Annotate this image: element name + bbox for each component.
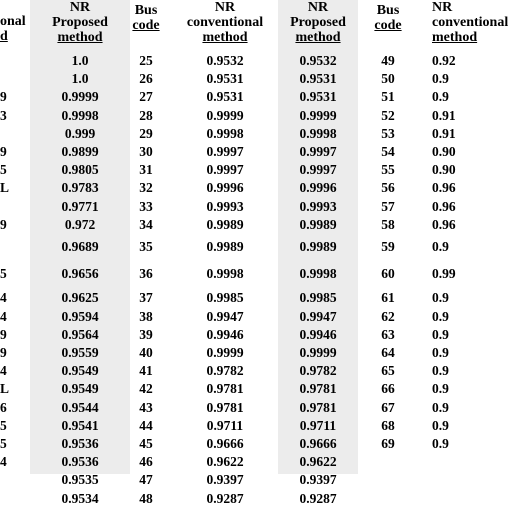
conventional-mid-cell: 0.9985 <box>206 290 244 305</box>
cells <box>432 0 508 474</box>
conventional-mid-cell: 0.9781 <box>206 400 244 415</box>
proposed-mid-cell: 0.9996 <box>299 180 337 195</box>
bus-code-right-cell: 68 <box>381 418 395 433</box>
proposed-mid-cell: 0.9999 <box>299 108 337 123</box>
proposed-mid-cell: 0.9531 <box>299 89 337 104</box>
bus-code-right-cell: 52 <box>381 108 395 123</box>
bus-code-right-cell: 54 <box>381 144 395 159</box>
conventional-right-cell: 0.9 <box>432 400 449 415</box>
bus-code-mid-cell: 44 <box>139 418 153 433</box>
proposed-mid-cell: 0.9287 <box>299 491 337 506</box>
proposed-mid-cell: 0.9532 <box>299 53 337 68</box>
header-text: NR <box>69 0 91 15</box>
proposed-mid-cell: 0.9989 <box>299 217 337 232</box>
proposed-left-cell: 0.9541 <box>61 418 99 433</box>
proposed-left-cell: 0.9549 <box>61 381 99 396</box>
bus-code-right-cell: 56 <box>381 180 395 195</box>
bus-code-mid-cell: 45 <box>139 436 153 451</box>
bus-code-mid-cell: 25 <box>139 53 153 68</box>
header-text: Proposed <box>52 15 108 30</box>
proposed-left-cell: 0.9999 <box>61 89 99 104</box>
header-conventional-mid <box>172 0 278 50</box>
header-bus-mid <box>130 0 162 50</box>
conventional-mid-cell: 0.9998 <box>206 266 244 281</box>
header-text: method <box>57 30 103 45</box>
proposed-left-cell: 0.972 <box>64 217 96 232</box>
bus-code-right-cell: 66 <box>381 381 395 396</box>
header-proposed-left <box>30 0 130 50</box>
conventional-left-cell: 5 <box>0 266 7 281</box>
conventional-right-cell: 0.91 <box>432 126 456 141</box>
conventional-right-cell: 0.9 <box>432 71 449 86</box>
proposed-mid-cell: 0.9711 <box>299 418 337 433</box>
bus-code-mid-cell: 35 <box>139 239 153 254</box>
conventional-left-cell: 9 <box>0 327 7 342</box>
bus-code-right-cell: 60 <box>381 266 395 281</box>
conventional-left-cell: 6 <box>0 400 7 415</box>
conventional-left-cell: 4 <box>0 454 7 469</box>
bus-code-right-cell: 50 <box>381 71 395 86</box>
conventional-right-cell: 0.90 <box>432 144 456 159</box>
conventional-right-cell: 0.9 <box>432 327 449 342</box>
conventional-left-cell: 3 <box>0 108 7 123</box>
header-text: method <box>202 30 248 45</box>
header-text: NR <box>432 0 453 15</box>
proposed-mid-cell: 0.9985 <box>299 290 337 305</box>
conventional-left-cell: 9 <box>0 345 7 360</box>
header-proposed-mid <box>278 0 358 50</box>
header-text: Bus <box>376 3 400 18</box>
bus-code-mid-cell: 42 <box>139 381 153 396</box>
col-bus-right <box>372 0 404 474</box>
bus-code-mid-cell: 27 <box>139 89 153 104</box>
proposed-mid-cell: 0.9997 <box>299 162 337 177</box>
header-text: method <box>432 30 478 45</box>
conventional-right-cell: 0.9 <box>432 309 449 324</box>
proposed-left-cell: 0.9559 <box>61 345 99 360</box>
conventional-left-cell <box>0 198 30 216</box>
header-text: NR <box>214 0 236 15</box>
bus-code-mid-cell: 46 <box>139 454 153 469</box>
conventional-mid-cell: 0.9397 <box>206 472 244 487</box>
bus-code-mid-cell: 38 <box>139 309 153 324</box>
conventional-mid-cell: 0.9781 <box>206 381 244 396</box>
proposed-mid-cell: 0.9993 <box>299 199 337 214</box>
proposed-left-cell: 0.9536 <box>61 436 99 451</box>
proposed-mid-cell: 0.9531 <box>299 71 337 86</box>
bus-code-mid-cell: 26 <box>139 71 153 86</box>
header-text: onal <box>0 14 26 29</box>
bus-code-mid-cell: 43 <box>139 400 153 415</box>
bus-code-right-cell: 64 <box>381 345 395 360</box>
conventional-left-cell: L <box>0 381 10 396</box>
proposed-left-cell: 0.999 <box>64 126 96 141</box>
proposed-mid-cell: 0.9997 <box>299 144 337 159</box>
bus-code-mid-cell: 30 <box>139 144 153 159</box>
proposed-left-cell: 0.9535 <box>61 472 99 487</box>
bus-code-mid-cell: 29 <box>139 126 153 141</box>
bus-code-right-cell: 55 <box>381 162 395 177</box>
bus-code-right-cell: 62 <box>381 309 395 324</box>
conventional-left-cell <box>0 125 30 143</box>
conventional-left-cell: 9 <box>0 89 7 104</box>
header-text: NR <box>307 0 329 15</box>
conventional-mid-cell: 0.9622 <box>206 454 244 469</box>
conventional-mid-cell: 0.9999 <box>206 345 244 360</box>
proposed-mid-cell: 0.9998 <box>299 126 337 141</box>
proposed-mid-cell: 0.9947 <box>299 309 337 324</box>
conventional-right-cell: 0.9 <box>432 290 449 305</box>
bus-code-mid-cell: 33 <box>139 199 153 214</box>
header-bus-right <box>372 0 404 50</box>
conventional-mid-cell: 0.9989 <box>206 217 244 232</box>
bus-code-right-cell: 57 <box>381 199 395 214</box>
proposed-left-cell: 1.0 <box>71 71 89 86</box>
conventional-left-cell: 4 <box>0 290 7 305</box>
header-text: method <box>295 30 341 45</box>
bus-code-right-cell: 61 <box>381 290 395 305</box>
bus-code-right-cell: 53 <box>381 126 395 141</box>
conventional-mid-cell: 0.9998 <box>206 126 244 141</box>
conventional-mid-cell: 0.9531 <box>206 71 244 86</box>
conventional-right-cell: 0.9 <box>432 89 449 104</box>
proposed-mid-cell: 0.9782 <box>299 363 337 378</box>
proposed-mid-cell: 0.9998 <box>299 266 337 281</box>
conventional-left-cell: 4 <box>0 309 7 324</box>
conventional-right-cell: 0.9 <box>432 363 449 378</box>
header-conventional-left <box>0 0 30 50</box>
proposed-left-cell: 0.9549 <box>61 363 99 378</box>
proposed-left-cell: 0.9544 <box>61 400 99 415</box>
conventional-right-cell: 0.9 <box>432 418 449 433</box>
conventional-mid-cell: 0.9996 <box>206 180 244 195</box>
proposed-mid-cell: 0.9781 <box>299 400 337 415</box>
conventional-mid-cell: 0.9999 <box>206 108 244 123</box>
conventional-right-cell: 0.9 <box>432 345 449 360</box>
bus-code-mid-cell: 48 <box>139 491 153 506</box>
bus-code-right-cell: 67 <box>381 400 395 415</box>
proposed-mid-cell: 0.9666 <box>299 436 337 451</box>
bus-code-right-cell: 59 <box>381 239 395 254</box>
proposed-mid-cell: 0.9781 <box>299 381 337 396</box>
conventional-right-cell: 0.90 <box>432 162 456 177</box>
conventional-right-cell: 0.9 <box>432 381 449 396</box>
bus-code-mid-cell: 39 <box>139 327 153 342</box>
col-conventional-mid <box>172 0 278 506</box>
header-text: Bus <box>134 3 158 18</box>
proposed-mid-cell: 0.9989 <box>299 239 337 254</box>
conventional-mid-cell: 0.9711 <box>206 418 244 433</box>
conventional-mid-cell: 0.9993 <box>206 199 244 214</box>
bus-code-mid-cell: 47 <box>139 472 153 487</box>
bus-code-mid-cell: 34 <box>139 217 153 232</box>
bus-code-mid-cell: 28 <box>139 108 153 123</box>
conventional-mid-cell: 0.9287 <box>206 491 244 506</box>
proposed-mid-cell: 0.9946 <box>299 327 337 342</box>
proposed-left-cell: 0.9783 <box>61 180 99 195</box>
conventional-right-cell: 0.91 <box>432 108 456 123</box>
conventional-left-cell: 9 <box>0 217 7 232</box>
header-text: conventional <box>186 15 264 30</box>
conventional-left-cell: 5 <box>0 436 7 451</box>
bus-code-right-cell: 49 <box>381 53 395 68</box>
conventional-right-cell: 0.92 <box>432 53 456 68</box>
bus-code-right-cell: 58 <box>381 217 395 232</box>
proposed-left-cell: 0.9625 <box>61 290 99 305</box>
conventional-mid-cell: 0.9532 <box>206 53 244 68</box>
header-text: code <box>132 18 160 33</box>
col-proposed-mid <box>278 0 358 506</box>
bus-code-mid-cell: 36 <box>139 266 153 281</box>
header-text: code <box>374 18 402 33</box>
proposed-left-cell: 0.9771 <box>61 199 99 214</box>
proposed-left-cell: 0.9536 <box>61 454 99 469</box>
conventional-mid-cell: 0.9946 <box>206 327 244 342</box>
bus-code-mid-cell: 41 <box>139 363 153 378</box>
conventional-right-cell: 0.9 <box>432 436 449 451</box>
conventional-right-cell: 0.96 <box>432 180 456 195</box>
conventional-mid-cell: 0.9947 <box>206 309 244 324</box>
conventional-mid-cell: 0.9531 <box>206 89 244 104</box>
conventional-left-cell: 5 <box>0 162 7 177</box>
bus-code-right-cell: 69 <box>381 436 395 451</box>
proposed-left-cell: 0.9689 <box>61 239 99 254</box>
conventional-left-cell: L <box>0 180 10 195</box>
conventional-mid-cell: 0.9666 <box>206 436 244 451</box>
col-conventional-right <box>412 0 508 474</box>
proposed-left-cell: 0.9594 <box>61 309 99 324</box>
proposed-mid-cell: 0.9999 <box>299 345 337 360</box>
conventional-mid-cell: 0.9997 <box>206 162 244 177</box>
conventional-left-cell: 4 <box>0 363 7 378</box>
conventional-left-cell: 9 <box>0 144 7 159</box>
proposed-left-cell: 0.9534 <box>61 491 99 506</box>
conventional-left-cell <box>0 52 30 70</box>
col-conventional-left <box>0 0 30 474</box>
bus-code-mid-cell: 37 <box>139 290 153 305</box>
header-text: conventional <box>432 15 508 30</box>
proposed-mid-cell: 0.9397 <box>299 472 337 487</box>
bus-code-right-cell: 51 <box>381 89 395 104</box>
proposed-left-cell: 1.0 <box>71 53 89 68</box>
conventional-left-cell <box>0 238 30 256</box>
proposed-left-cell: 0.9899 <box>61 144 99 159</box>
conventional-right-cell: 0.96 <box>432 217 456 232</box>
proposed-left-cell: 0.9656 <box>61 266 99 281</box>
conventional-right-cell: 0.96 <box>432 199 456 214</box>
proposed-mid-cell: 0.9622 <box>299 454 337 469</box>
bus-code-right-cell: 63 <box>381 327 395 342</box>
conventional-right-cell: 0.9 <box>432 239 449 254</box>
proposed-left-cell: 0.9805 <box>61 162 99 177</box>
bus-code-mid-cell: 31 <box>139 162 153 177</box>
proposed-left-cell: 0.9564 <box>61 327 99 342</box>
header-text: d <box>0 29 8 44</box>
col-bus-mid <box>130 0 162 506</box>
proposed-left-cell: 0.9998 <box>61 108 99 123</box>
bus-code-right-cell: 65 <box>381 363 395 378</box>
conventional-mid-cell: 0.9989 <box>206 239 244 254</box>
conventional-left-cell: 5 <box>0 418 7 433</box>
conventional-mid-cell: 0.9782 <box>206 363 244 378</box>
conventional-right-cell: 0.99 <box>432 266 456 281</box>
header-text: Proposed <box>290 15 346 30</box>
conventional-left-cell <box>0 70 30 88</box>
col-proposed-left <box>30 0 130 506</box>
bus-code-mid-cell: 40 <box>139 345 153 360</box>
bus-code-mid-cell: 32 <box>139 180 153 195</box>
conventional-mid-cell: 0.9997 <box>206 144 244 159</box>
